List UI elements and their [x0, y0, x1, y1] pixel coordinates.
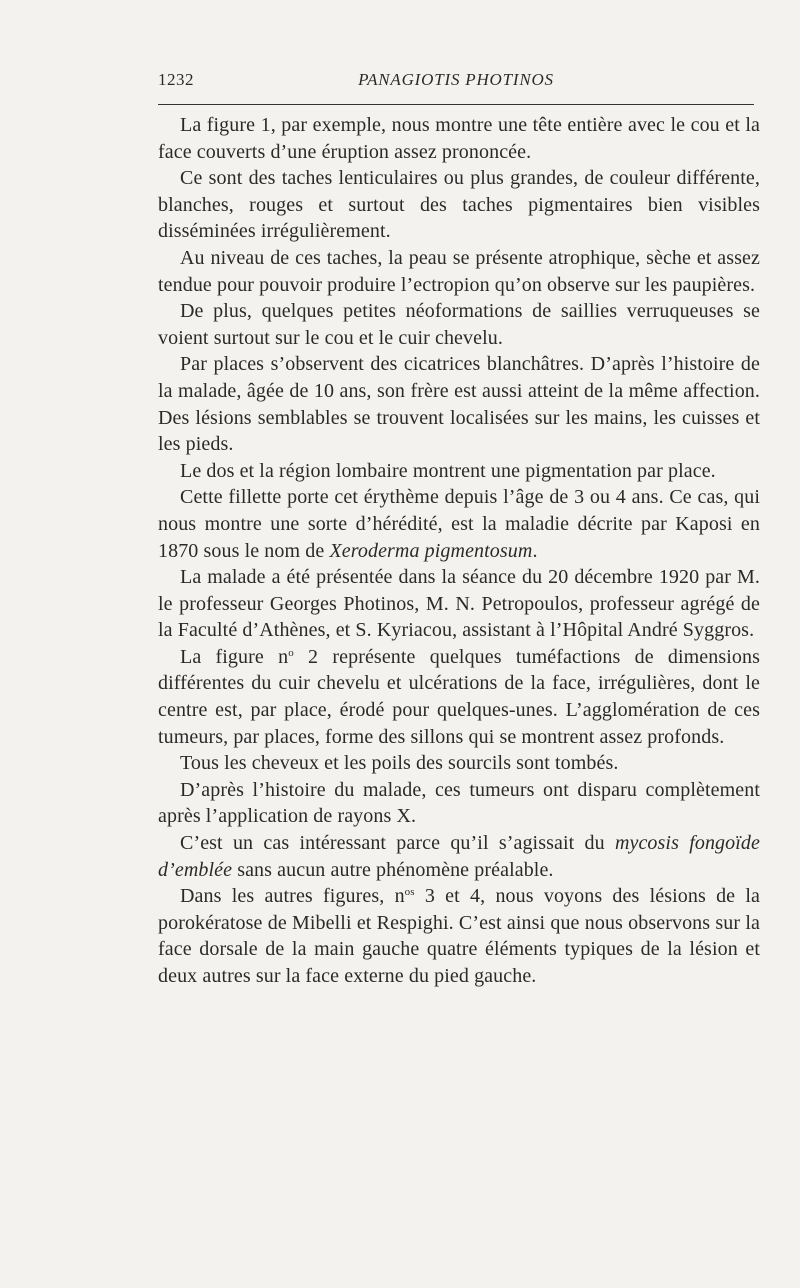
paragraph-9: [158, 644, 760, 750]
species-name: Xeroderma pigmentosum: [329, 539, 533, 562]
paragraph-13-text: Dans les autres figures, n: [180, 885, 405, 908]
disease-name: mycosis fongoïde d’emblée: [158, 832, 760, 881]
paragraph-10: Tous les cheveux et les poils des sourcils sont tombés.: [180, 752, 619, 775]
paragraph-11: D’après l’histoire du malade, ces tumeurs ont disparu complètement après l’application de rayons X.: [158, 778, 760, 828]
paragraph-5: Par places s’observent des cicatrices blanchâtres. D’après l’histoire de la malade, âgée de 10 ans, son frère est aussi atteint de la même affection. Des lésions semblables se trouvent localisées sur les mains, les cuisses et les pieds.: [158, 353, 760, 456]
paragraph-13: [158, 883, 760, 989]
numbers-superscript: os: [404, 886, 415, 899]
paragraph-9-text: La figure n: [180, 645, 289, 668]
paragraph-12-end: sans aucun autre phénomène préalable.: [232, 858, 554, 881]
paragraph-9-rest: 2 représente quelques tuméfactions de dimensions différentes du cuir chevelu et ulcérations de la face, irrégulières, dont le centre est, par place, érodé pour quelques-unes. L’agglomération de ces tumeurs, par places, forme des sillons qui se montrent assez profonds.: [158, 645, 761, 748]
paragraph-3: Au niveau de ces taches, la peau se présente atrophique, sèche et assez tendue pour pouvoir produire l’ectropion qu’on observe sur les paupières.: [158, 246, 760, 296]
paragraph-13-rest: 3 et 4, nous voyons des lésions de la porokératose de Mibelli et Respighi. C’est ainsi que nous observons sur la face dorsale de la main gauche quatre éléments typiques de la lésion et deux autres sur la face externe du pied gauche.: [158, 885, 761, 987]
running-title: PANAGIOTIS PHOTINOS: [358, 70, 554, 89]
paragraph-12-text: C’est un cas intéressant parce qu’il s’agissait du: [180, 832, 615, 855]
number-superscript: o: [288, 646, 294, 659]
page-header: [158, 70, 754, 94]
paragraph-4: De plus, quelques petites néoformations de saillies verruqueuses se voient surtout sur le cou et le cuir chevelu.: [158, 300, 760, 349]
header-rule: [158, 104, 754, 105]
body-text: [158, 112, 760, 990]
paragraph-2: Ce sont des taches lenticulaires ou plus grandes, de couleur différente, blanches, rouges et surtout des taches pigmentaires bien visibles disséminées irrégulièrement.: [158, 167, 760, 243]
paragraph-7-text: Cette fillette porte cet érythème depuis l’âge de 3 ou 4 ans. Ce cas, qui nous montre une sorte d’hérédité, est la maladie décrite par Kaposi en 1870 sous le nom de: [158, 486, 760, 562]
paragraph-7: [158, 484, 760, 564]
paragraph-7-end: .: [532, 539, 538, 562]
paragraph-6: Le dos et la région lombaire montrent une pigmentation par place.: [180, 459, 716, 482]
paragraph-8: La malade a été présentée dans la séance du 20 décembre 1920 par M. le professeur Georges Photinos, M. N. Petropoulos, professeur agrégé de la Faculté d’Athènes, et S. Kyriacou, assistant à l’Hôpital André Syggros.: [158, 566, 760, 642]
page-number: 1232: [158, 70, 194, 89]
paragraph-12: [158, 830, 760, 883]
paragraph-1: La figure 1, par exemple, nous montre une tête entière avec le cou et la face couverts d’une éruption assez prononcée.: [158, 114, 760, 163]
